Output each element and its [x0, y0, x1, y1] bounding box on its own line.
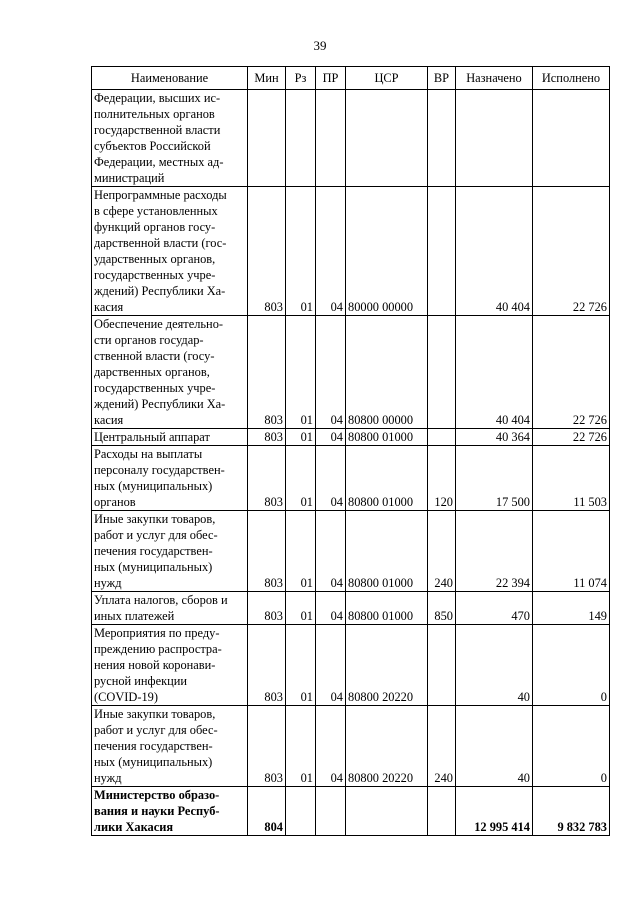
cell-assigned: 40 364 — [456, 429, 533, 446]
cell-csr: 80800 20220 — [346, 625, 428, 706]
header-vr: ВР — [428, 67, 456, 90]
cell-name: Министерство образо- вания и науки Респуб- лики Хакасия — [92, 787, 248, 836]
cell-csr — [346, 90, 428, 187]
cell-min: 803 — [248, 316, 286, 429]
cell-rz: 01 — [286, 625, 316, 706]
header-assigned: Назначено — [456, 67, 533, 90]
cell-csr: 80800 20220 — [346, 706, 428, 787]
table-row — [92, 90, 610, 187]
cell-rz — [286, 787, 316, 836]
cell-name: Непрограммные расходы в сфере установленных функций органов госу- дарственной власти (гос- ударственных органов, государственных учре- ждений) Республики Ха- касия — [92, 187, 248, 316]
cell-executed: 22 726 — [533, 187, 610, 316]
cell-rz: 01 — [286, 187, 316, 316]
cell-pr: 04 — [316, 592, 346, 625]
cell-csr: 80800 01000 — [346, 511, 428, 592]
cell-vr — [428, 625, 456, 706]
cell-pr: 04 — [316, 625, 346, 706]
cell-vr: 240 — [428, 511, 456, 592]
cell-vr: 120 — [428, 446, 456, 511]
page-number: 39 — [313, 38, 327, 53]
cell-min: 803 — [248, 706, 286, 787]
cell-executed: 0 — [533, 706, 610, 787]
header-pr: ПР — [316, 67, 346, 90]
cell-min: 803 — [248, 187, 286, 316]
cell-rz: 01 — [286, 592, 316, 625]
cell-assigned: 12 995 414 — [456, 787, 533, 836]
cell-pr: 04 — [316, 511, 346, 592]
cell-name: Мероприятия по преду- преждению распростра- нения новой коронави- русной инфекции (COVID-19) — [92, 625, 248, 706]
cell-pr — [316, 787, 346, 836]
cell-rz: 01 — [286, 429, 316, 446]
cell-executed: 11 503 — [533, 446, 610, 511]
cell-executed — [533, 90, 610, 187]
cell-name: Иные закупки товаров, работ и услуг для обес- печения государствен- ных (муниципальных) нужд — [92, 706, 248, 787]
cell-rz: 01 — [286, 706, 316, 787]
table-row — [92, 706, 610, 787]
cell-rz — [286, 90, 316, 187]
cell-pr: 04 — [316, 706, 346, 787]
cell-vr: 850 — [428, 592, 456, 625]
cell-assigned: 40 404 — [456, 316, 533, 429]
cell-csr: 80800 01000 — [346, 446, 428, 511]
table-row — [92, 316, 610, 429]
cell-vr — [428, 787, 456, 836]
table-row — [92, 511, 610, 592]
cell-vr — [428, 187, 456, 316]
cell-executed: 0 — [533, 625, 610, 706]
cell-executed: 22 726 — [533, 316, 610, 429]
table-row — [92, 446, 610, 511]
cell-min: 804 — [248, 787, 286, 836]
cell-csr: 80800 01000 — [346, 429, 428, 446]
cell-name: Центральный аппарат — [92, 429, 248, 446]
table-header-row — [92, 67, 610, 90]
cell-vr — [428, 90, 456, 187]
cell-executed: 22 726 — [533, 429, 610, 446]
cell-assigned: 40 — [456, 706, 533, 787]
cell-assigned — [456, 90, 533, 187]
cell-min: 803 — [248, 446, 286, 511]
header-csr: ЦСР — [346, 67, 428, 90]
table-row — [92, 787, 610, 836]
cell-name: Расходы на выплаты персоналу государствен- ных (муниципальных) органов — [92, 446, 248, 511]
cell-csr: 80800 00000 — [346, 316, 428, 429]
cell-assigned: 22 394 — [456, 511, 533, 592]
cell-assigned: 40 — [456, 625, 533, 706]
cell-min — [248, 90, 286, 187]
cell-assigned: 470 — [456, 592, 533, 625]
cell-executed: 149 — [533, 592, 610, 625]
cell-min: 803 — [248, 429, 286, 446]
cell-csr — [346, 787, 428, 836]
budget-table — [91, 66, 610, 836]
cell-csr: 80000 00000 — [346, 187, 428, 316]
cell-pr — [316, 90, 346, 187]
table-body — [92, 90, 610, 836]
cell-rz: 01 — [286, 511, 316, 592]
header-name: Наименование — [92, 67, 248, 90]
table-row — [92, 592, 610, 625]
table-row — [92, 187, 610, 316]
cell-assigned: 40 404 — [456, 187, 533, 316]
cell-pr: 04 — [316, 429, 346, 446]
table-row — [92, 625, 610, 706]
cell-name: Иные закупки товаров, работ и услуг для обес- печения государствен- ных (муниципальных) нужд — [92, 511, 248, 592]
table-row — [92, 429, 610, 446]
cell-min: 803 — [248, 625, 286, 706]
cell-name: Уплата налогов, сборов и иных платежей — [92, 592, 248, 625]
cell-name: Федерации, высших ис- полнительных органов государственной власти субъектов Российской Федерации, местных ад- министраций — [92, 90, 248, 187]
cell-rz: 01 — [286, 316, 316, 429]
cell-pr: 04 — [316, 316, 346, 429]
cell-rz: 01 — [286, 446, 316, 511]
cell-min: 803 — [248, 592, 286, 625]
header-executed: Исполнено — [533, 67, 610, 90]
cell-pr: 04 — [316, 446, 346, 511]
cell-name: Обеспечение деятельно- сти органов государ- ственной власти (госу- дарственных органов, государственных учре- ждений) Республики Ха- касия — [92, 316, 248, 429]
cell-assigned: 17 500 — [456, 446, 533, 511]
cell-executed: 11 074 — [533, 511, 610, 592]
cell-pr: 04 — [316, 187, 346, 316]
cell-vr — [428, 429, 456, 446]
cell-executed: 9 832 783 — [533, 787, 610, 836]
cell-vr — [428, 316, 456, 429]
header-min: Мин — [248, 67, 286, 90]
cell-csr: 80800 01000 — [346, 592, 428, 625]
cell-vr: 240 — [428, 706, 456, 787]
cell-min: 803 — [248, 511, 286, 592]
header-rz: Рз — [286, 67, 316, 90]
